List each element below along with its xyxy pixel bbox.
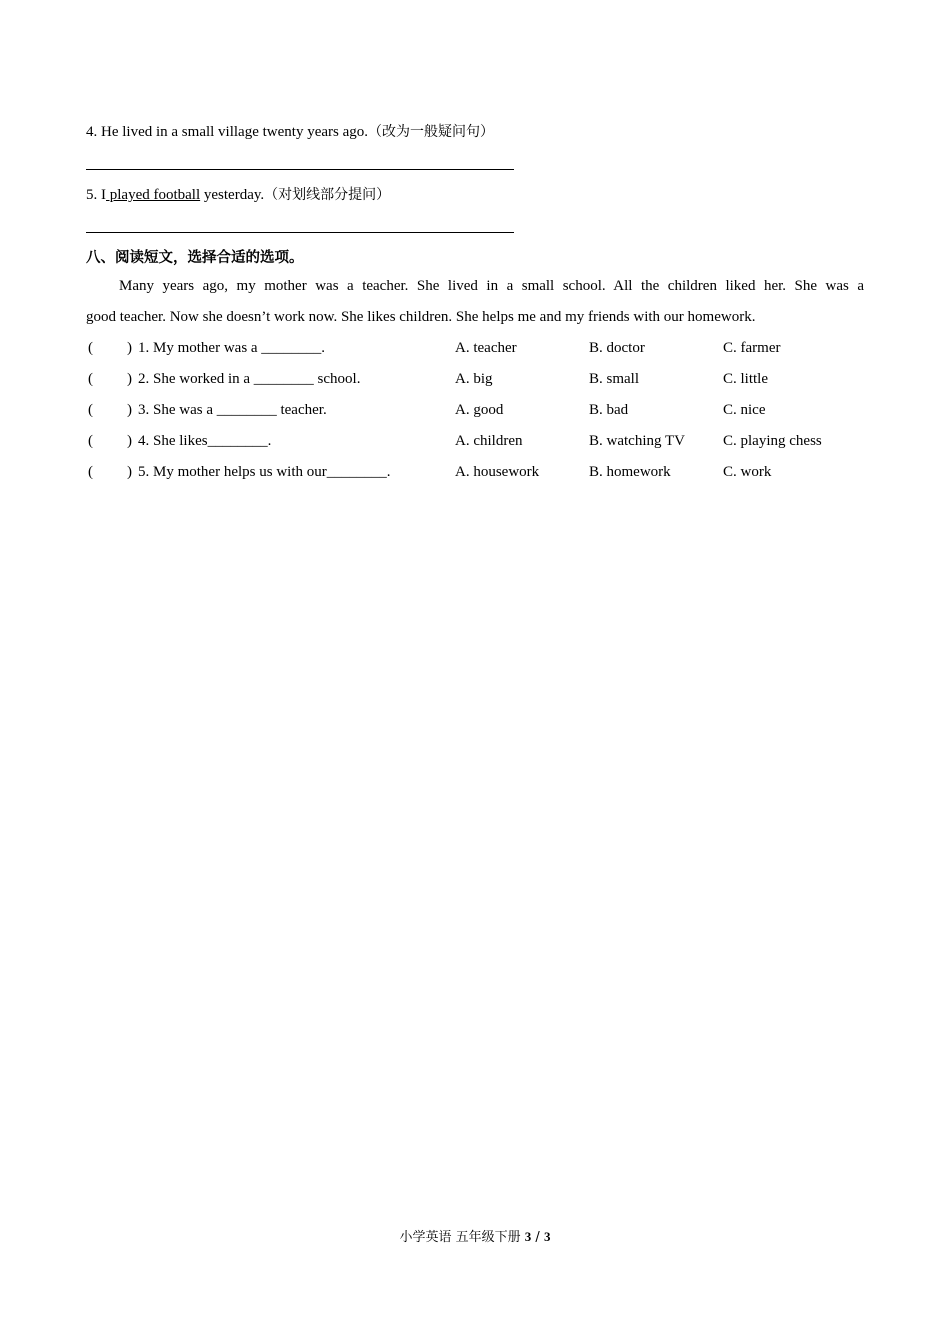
paren-close: ): [127, 371, 132, 387]
reading-passage: [86, 271, 864, 333]
paren-close: ): [127, 464, 132, 480]
question-5: [86, 184, 390, 204]
page-total: 3: [543, 1229, 551, 1244]
option-a: A. big: [455, 371, 493, 387]
question-prefix: I: [101, 187, 106, 203]
option-c: C. playing chess: [723, 433, 822, 449]
underlined-phrase: played football: [106, 187, 201, 203]
question-instruction: （对划线部分提问）: [264, 187, 391, 203]
option-b: B. doctor: [589, 340, 645, 356]
question-stem: 2. She worked in a ________ school.: [138, 371, 361, 387]
question-sentence: He lived in a small village twenty years ago.: [101, 124, 369, 140]
option-c: C. work: [723, 464, 772, 480]
option-a: A. good: [455, 402, 504, 418]
passage-line-2: good teacher. Now she doesn’t work now. She likes children. She helps me and my friends with our homework.: [86, 309, 756, 325]
question-stem: 5. My mother helps us with our________.: [138, 464, 391, 480]
paren-close: ): [127, 340, 132, 356]
paren-open: (: [88, 340, 93, 356]
paren-close: ): [127, 433, 132, 449]
option-b: B. small: [589, 371, 640, 387]
option-c: C. farmer: [723, 340, 781, 356]
page-separator: /: [531, 1230, 544, 1245]
option-b: B. homework: [589, 464, 671, 480]
question-stem: 4. She likes________.: [138, 433, 272, 449]
page-footer: [0, 1226, 950, 1245]
paren-open: (: [88, 371, 93, 387]
question-number: 5.: [86, 187, 98, 203]
passage-line-1: Many years ago, my mother was a teacher. She lived in a small school. All the children liked her. She was a: [119, 278, 864, 294]
option-a: A. housework: [455, 464, 540, 480]
option-a: A. children: [455, 433, 523, 449]
option-b: B. bad: [589, 402, 629, 418]
page-number: 3: [524, 1229, 532, 1244]
answer-line-4: [86, 169, 514, 170]
paren-open: (: [88, 433, 93, 449]
question-stem: 3. She was a ________ teacher.: [138, 402, 327, 418]
section-title: 八、阅读短文，选择合适的选项。: [86, 250, 304, 266]
question-instruction: （改为一般疑问句）: [368, 124, 495, 140]
question-stem: 1. My mother was a ________.: [138, 340, 326, 356]
option-b: B. watching TV: [589, 433, 685, 449]
question-number: 4.: [86, 124, 98, 140]
option-c: C. nice: [723, 402, 766, 418]
footer-text: 小学英语 五年级下册: [399, 1230, 525, 1245]
paren-open: (: [88, 402, 93, 418]
paren-open: (: [88, 464, 93, 480]
question-suffix: yesterday.: [200, 187, 265, 203]
answer-line-5: [86, 232, 514, 233]
question-4: [86, 121, 494, 141]
paren-close: ): [127, 402, 132, 418]
option-a: A. teacher: [455, 340, 517, 356]
option-c: C. little: [723, 371, 768, 387]
